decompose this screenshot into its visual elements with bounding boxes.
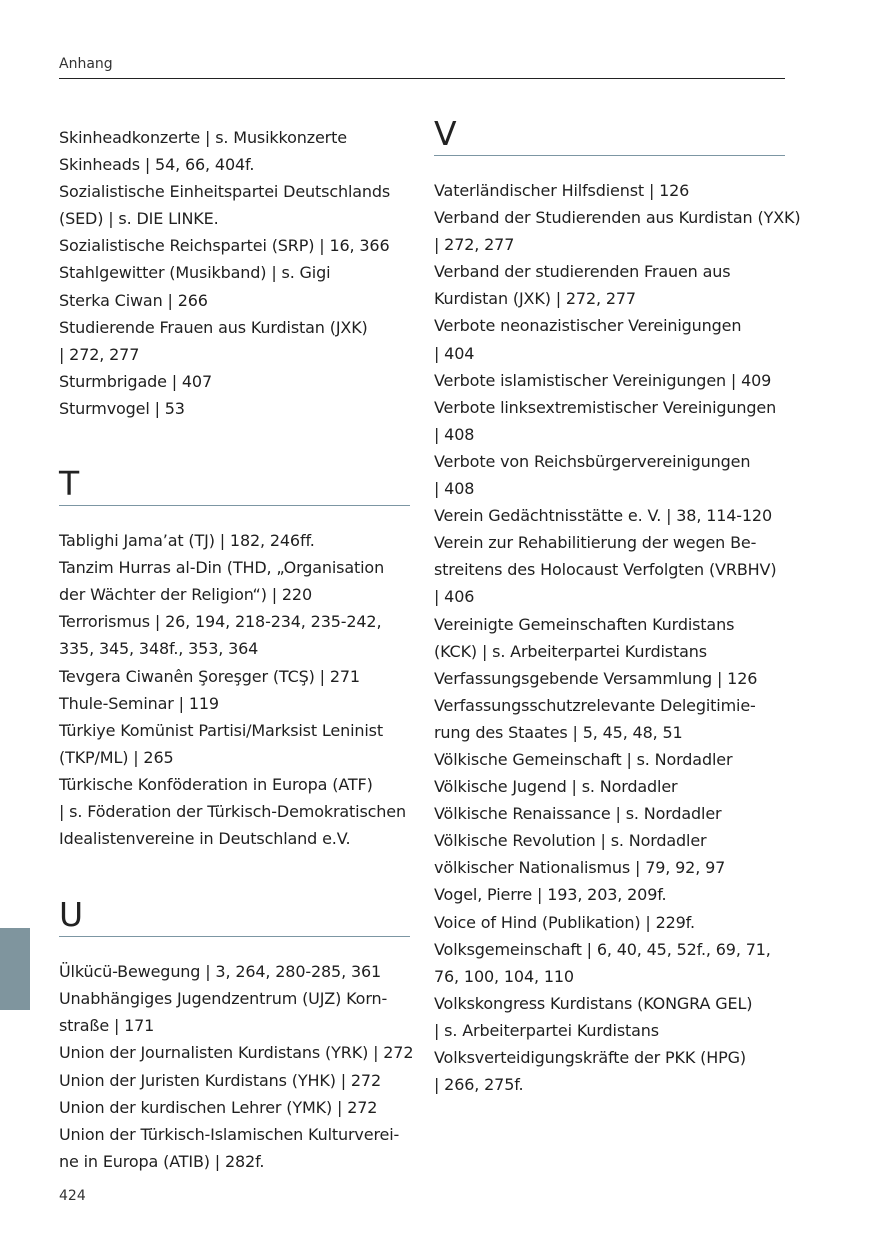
index-entry: Verfassungsgebende Versammlung | 126 — [434, 668, 758, 688]
index-entry: Voice of Hind (Publikation) | 229f. — [434, 912, 695, 932]
index-entry: Tevgera Ciwanên Şoreşger (TCŞ) | 271 — [59, 666, 360, 686]
index-entry: Union der kurdischen Lehrer (YMK) | 272 — [59, 1097, 378, 1117]
index-entry: Verein zur Rehabilitierung der wegen Be- — [434, 533, 757, 553]
index-entry: | 272, 277 — [434, 235, 515, 255]
index-entry: streitens des Holocaust Verfolgten (VRBHV) — [434, 560, 777, 580]
index-entry: Völkische Revolution | s. Nordadler — [434, 831, 707, 851]
index-entry: völkischer Nationalismus | 79, 92, 97 — [434, 858, 726, 878]
index-entry: 76, 100, 104, 110 — [434, 966, 574, 986]
index-entry: Verband der studierenden Frauen aus — [434, 262, 731, 282]
index-entry: | 404 — [434, 343, 475, 363]
index-entry: Sturmbrigade | 407 — [59, 371, 212, 391]
index-entry: Türkiye Komünist Partisi/Marksist Leninist — [59, 720, 383, 740]
index-entry: (TKP/ML) | 265 — [59, 747, 174, 767]
index-column-right — [434, 114, 801, 1098]
index-entry: Kurdistan (JXK) | 272, 277 — [434, 289, 636, 309]
index-entry: Vereinigte Gemeinschaften Kurdistans — [434, 614, 735, 634]
index-entry: der Wächter der Religion“) | 220 — [59, 585, 312, 605]
index-entry: ne in Europa (ATIB) | 282f. — [59, 1151, 265, 1171]
header-rule — [59, 78, 785, 79]
index-entry: Tablighi Jama’at (TJ) | 182, 246ff. — [59, 531, 315, 551]
index-column-left — [59, 124, 414, 1175]
index-entry: | s. Arbeiterpartei Kurdistans — [434, 1020, 659, 1040]
index-entry: (SED) | s. DIE LINKE. — [59, 209, 219, 229]
running-head: Anhang — [59, 56, 113, 72]
index-entry: Verein Gedächtnisstätte e. V. | 38, 114-120 — [434, 506, 772, 526]
chapter-side-tab — [0, 928, 30, 1010]
section-letter-u: U — [59, 895, 84, 935]
section-u-entries — [59, 958, 414, 1175]
index-entry: Volkskongress Kurdistans (KONGRA GEL) — [434, 993, 753, 1013]
index-entry: Völkische Gemeinschaft | s. Nordadler — [434, 749, 733, 769]
index-section-v — [434, 114, 801, 1098]
index-entry: Studierende Frauen aus Kurdistan (JXK) — [59, 317, 368, 337]
index-entry: Terrorismus | 26, 194, 218-234, 235-242, — [59, 612, 382, 632]
index-entry: 335, 345, 348f., 353, 364 — [59, 639, 259, 659]
index-entry: Idealistenvereine in Deutschland e.V. — [59, 829, 351, 849]
index-entry: Ülkücü-Bewegung | 3, 264, 280-285, 361 — [59, 962, 382, 982]
index-entry: | 406 — [434, 587, 475, 607]
index-entry: Sterka Ciwan | 266 — [59, 290, 208, 310]
index-entry: Verfassungsschutzrelevante Delegitimie- — [434, 695, 756, 715]
section-v-entries — [434, 177, 801, 1098]
index-entry: Sozialistische Reichspartei (SRP) | 16, 366 — [59, 236, 390, 256]
index-entry: Vogel, Pierre | 193, 203, 209f. — [434, 885, 667, 905]
index-entry: | 408 — [434, 479, 475, 499]
index-section-u — [59, 897, 414, 1175]
index-entry: straße | 171 — [59, 1016, 155, 1036]
index-entry: Unabhängiges Jugendzentrum (UJZ) Korn- — [59, 989, 388, 1009]
index-entry: Skinheadkonzerte | s. Musikkonzerte — [59, 128, 347, 147]
index-entry: Tanzim Hurras al-Din (THD, „Organisation — [59, 558, 385, 578]
index-entry: Sozialistische Einheitspartei Deutschlands — [59, 182, 391, 202]
index-entry: Verbote linksextremistischer Vereinigungen — [434, 397, 777, 417]
index-entry: Völkische Renaissance | s. Nordadler — [434, 804, 722, 824]
section-letter-t: T — [59, 464, 80, 504]
index-entry: Völkische Jugend | s. Nordadler — [434, 777, 678, 797]
index-section-t — [59, 466, 414, 852]
index-entry: Skinheads | 54, 66, 404f. — [59, 155, 255, 175]
page-number: 424 — [59, 1188, 86, 1204]
index-entry: | s. Föderation der Türkisch-Demokratischen — [59, 801, 406, 821]
index-entry: Union der Türkisch-Islamischen Kulturverei- — [59, 1124, 400, 1144]
index-entry: Verbote islamistischer Vereinigungen | 409 — [434, 370, 772, 390]
index-entry: Verbote von Reichsbürgervereinigungen — [434, 451, 751, 471]
index-entry: | 266, 275f. — [434, 1075, 524, 1095]
index-entry: Union der Journalisten Kurdistans (YRK) | 272 — [59, 1043, 414, 1063]
index-entry: Stahlgewitter (Musikband) | s. Gigi — [59, 263, 331, 283]
index-entry: Verband der Studierenden aus Kurdistan (YXK) — [434, 208, 801, 228]
index-entry: (KCK) | s. Arbeiterpartei Kurdistans — [434, 641, 707, 661]
index-entry: Thule-Seminar | 119 — [59, 693, 219, 713]
index-entry: | 408 — [434, 424, 475, 444]
index-entry: | 272, 277 — [59, 344, 140, 364]
index-entry: Sturmvogel | 53 — [59, 398, 185, 418]
index-entry: Union der Juristen Kurdistans (YHK) | 272 — [59, 1070, 381, 1090]
index-entry: Volksverteidigungskräfte der PKK (HPG) — [434, 1048, 746, 1067]
index-entry: rung des Staates | 5, 45, 48, 51 — [434, 722, 683, 742]
section-letter-v: V — [434, 114, 457, 153]
index-entry: Türkische Konföderation in Europa (ATF) — [59, 774, 373, 794]
continued-entries — [59, 124, 414, 422]
section-t-entries — [59, 527, 414, 852]
index-entry: Volksgemeinschaft | 6, 40, 45, 52f., 69, 71, — [434, 939, 771, 959]
index-entry: Verbote neonazistischer Vereinigungen — [434, 316, 742, 336]
index-entry: Vaterländischer Hilfsdienst | 126 — [434, 181, 690, 200]
